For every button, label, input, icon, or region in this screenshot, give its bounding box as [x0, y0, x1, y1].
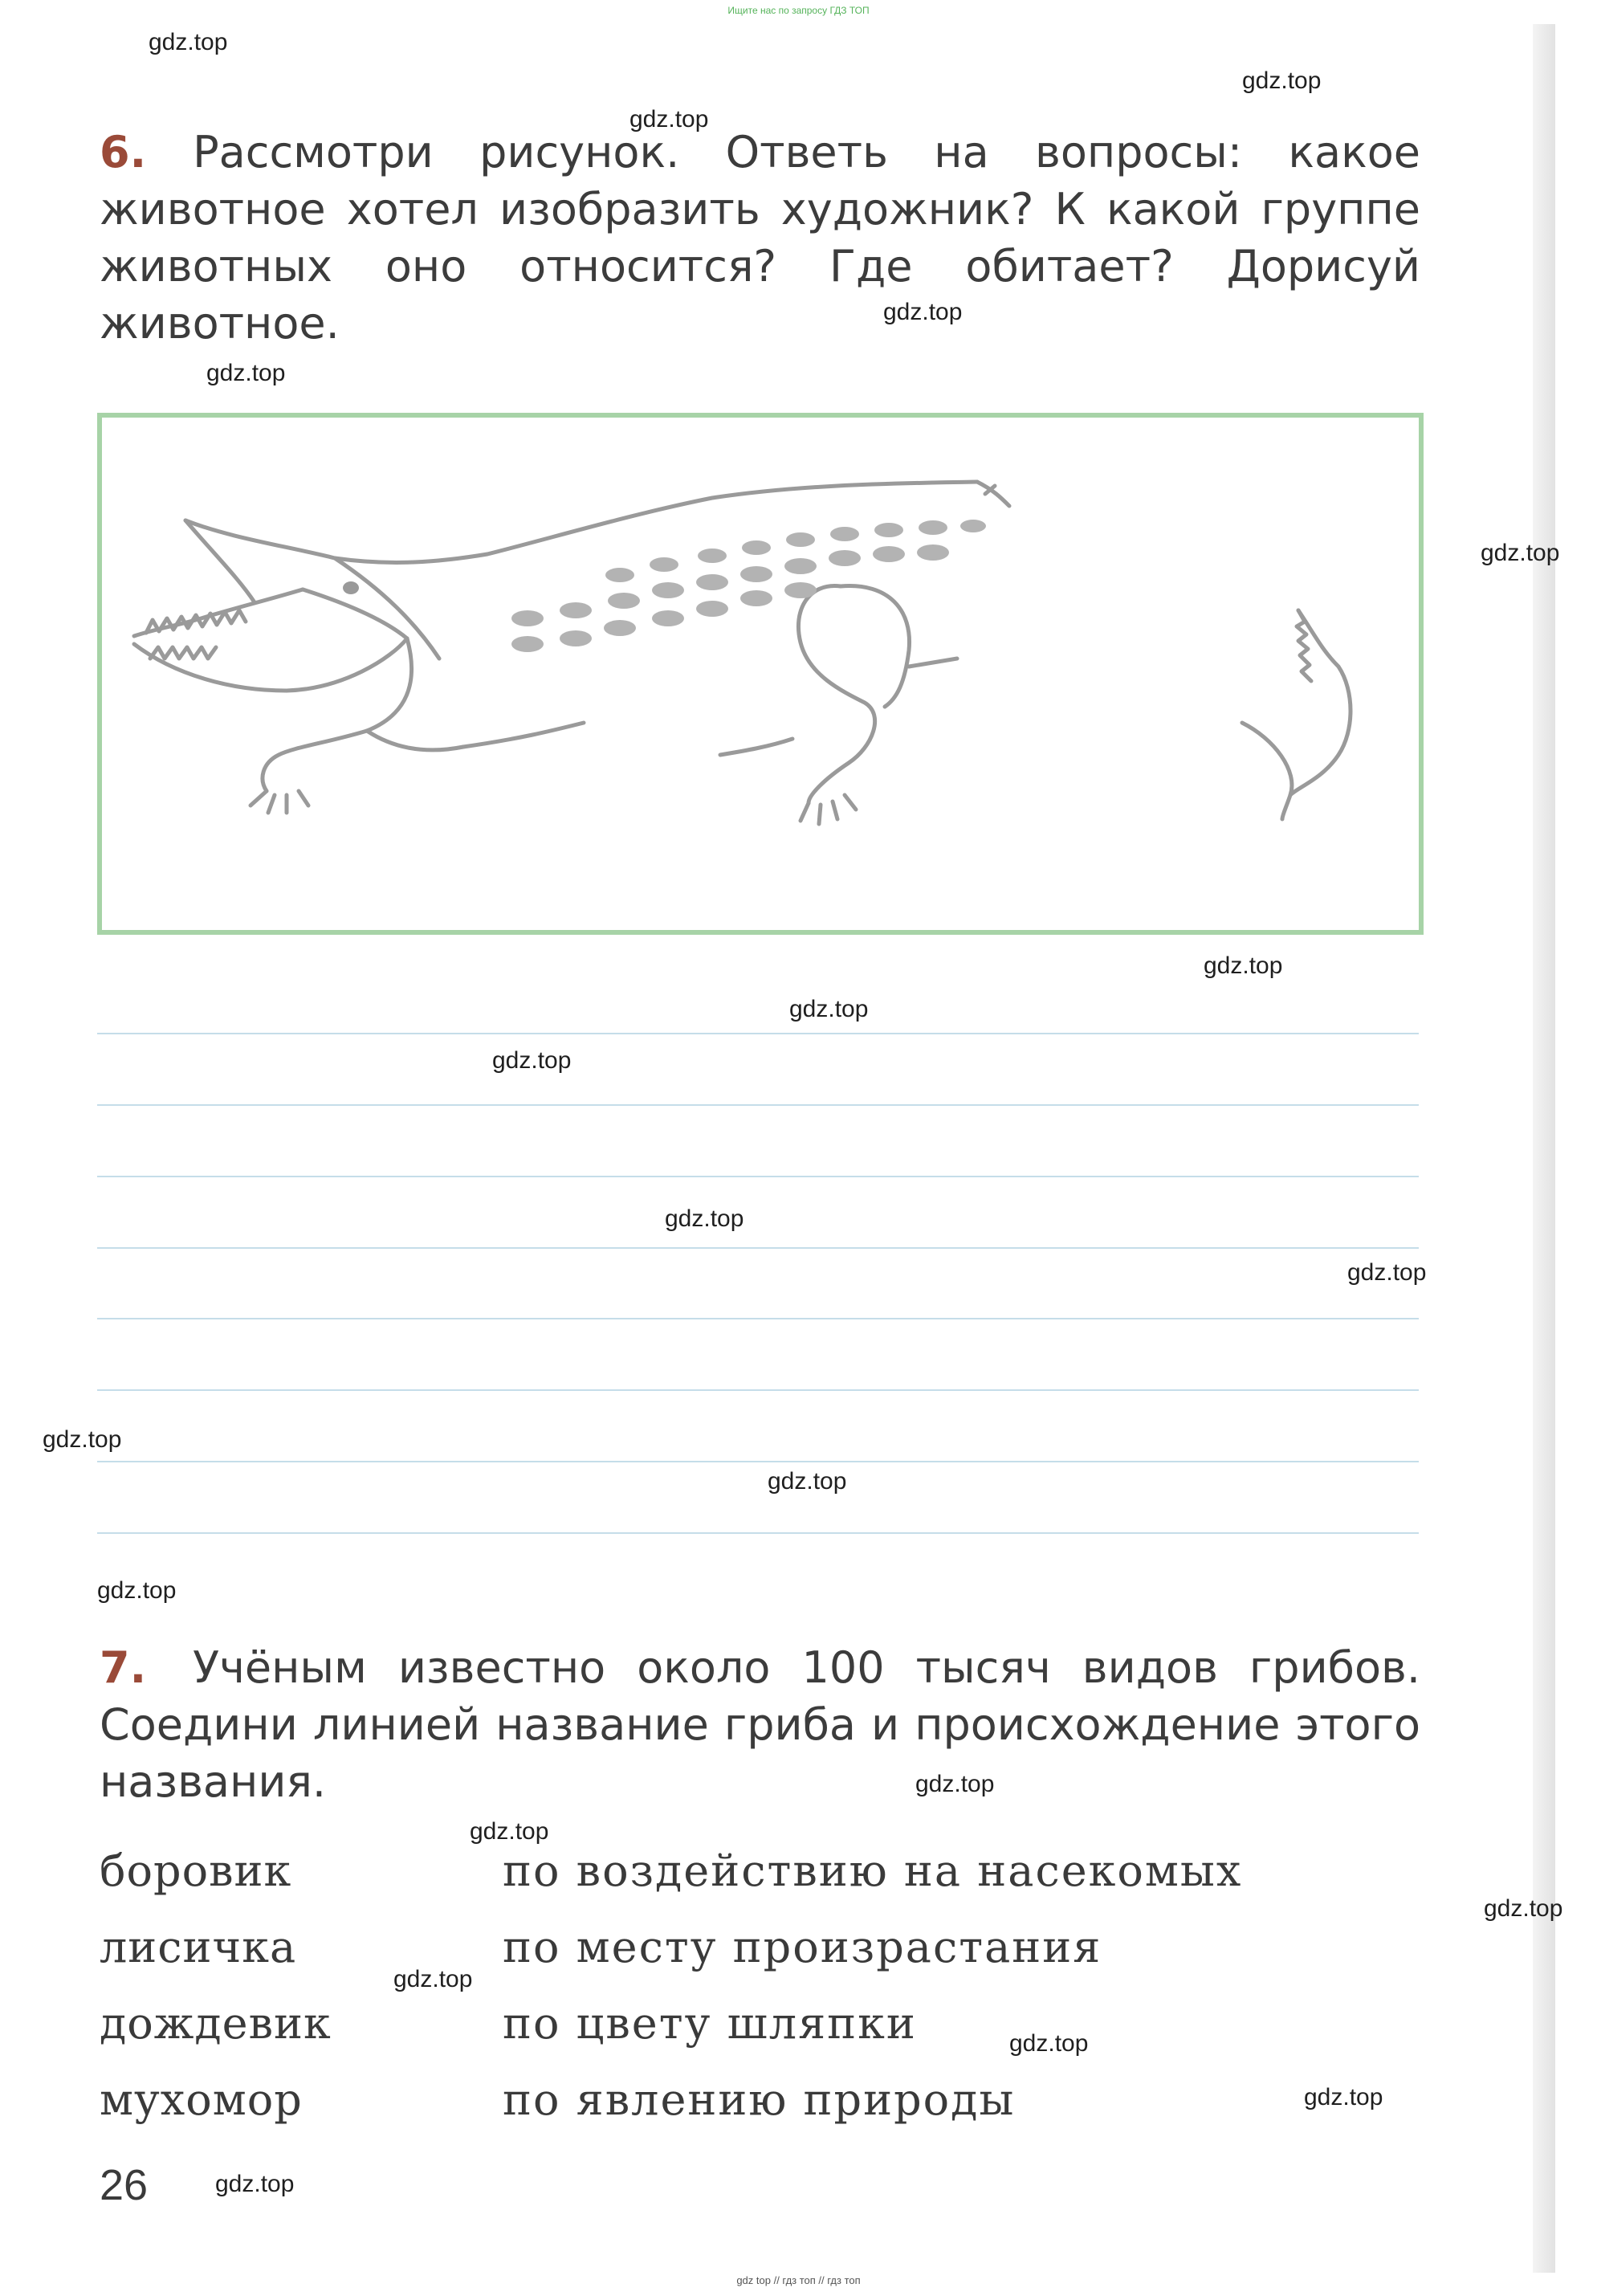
watermark: gdz.top — [768, 1468, 847, 1495]
watermark: gdz.top — [149, 29, 228, 55]
task-6 — [100, 124, 1420, 352]
watermark: gdz.top — [470, 1818, 549, 1845]
watermark: gdz.top — [915, 1771, 995, 1797]
answer-line[interactable] — [97, 1104, 1419, 1106]
answer-line[interactable] — [97, 1532, 1419, 1534]
watermark: gdz.top — [97, 1577, 177, 1604]
watermark: gdz.top — [43, 1426, 122, 1453]
watermark: gdz.top — [665, 1205, 744, 1232]
watermark: gdz.top — [1009, 2030, 1089, 2057]
watermark: gdz.top — [1484, 1895, 1563, 1922]
crocodile-drawing — [102, 418, 1419, 930]
watermark: gdz.top — [215, 2171, 295, 2197]
name-origin[interactable]: по месту произрастания — [503, 1922, 1102, 1972]
watermark: gdz.top — [789, 996, 869, 1022]
task-7-number: 7. — [100, 1642, 147, 1693]
name-origin[interactable]: по цвету шляпки — [503, 1998, 917, 2049]
watermark: gdz.top — [629, 106, 709, 133]
mushroom-name[interactable]: лисичка — [100, 1922, 297, 1972]
page-edge-shadow — [1533, 24, 1555, 2273]
task-7 — [100, 1639, 1420, 1810]
site-hint-top: Ищите нас по запросу ГДЗ ТОП — [727, 5, 870, 16]
task-6-number: 6. — [100, 127, 147, 177]
answer-line[interactable] — [97, 1033, 1419, 1034]
answer-line[interactable] — [97, 1318, 1419, 1319]
name-origin[interactable]: по воздействию на насекомых — [503, 1845, 1243, 1896]
site-hint-bottom: gdz top // гдз топ // гдз топ — [736, 2274, 861, 2286]
watermark: gdz.top — [883, 299, 963, 325]
name-origin[interactable]: по явлению природы — [503, 2074, 1016, 2125]
task-7-text: Учёным известно около 100 тысяч видов грибов. Соедини линией название гриба и происхождение этого названия. — [100, 1642, 1420, 1807]
page-number: 26 — [100, 2161, 149, 2209]
watermark: gdz.top — [1347, 1259, 1427, 1286]
answer-line[interactable] — [97, 1247, 1419, 1249]
task-6-text: Рассмотри рисунок. Ответь на вопросы: какое животное хотел изобразить художник? К какой группе животных оно относится? Где обитает? Дорисуй животное. — [100, 127, 1420, 349]
watermark: gdz.top — [206, 360, 286, 386]
answer-line[interactable] — [97, 1461, 1419, 1462]
mushroom-name[interactable]: мухомор — [100, 2074, 303, 2125]
watermark: gdz.top — [1242, 67, 1322, 94]
watermark: gdz.top — [1304, 2084, 1383, 2110]
watermark: gdz.top — [1204, 952, 1283, 979]
watermark: gdz.top — [393, 1966, 473, 1992]
answer-line[interactable] — [97, 1389, 1419, 1391]
answer-line[interactable] — [97, 1176, 1419, 1177]
watermark: gdz.top — [492, 1047, 572, 1074]
mushroom-name[interactable]: боровик — [100, 1845, 292, 1896]
crocodile-drawing-frame[interactable] — [97, 413, 1424, 935]
watermark: gdz.top — [1481, 540, 1560, 566]
mushroom-name[interactable]: дождевик — [100, 1998, 332, 2049]
